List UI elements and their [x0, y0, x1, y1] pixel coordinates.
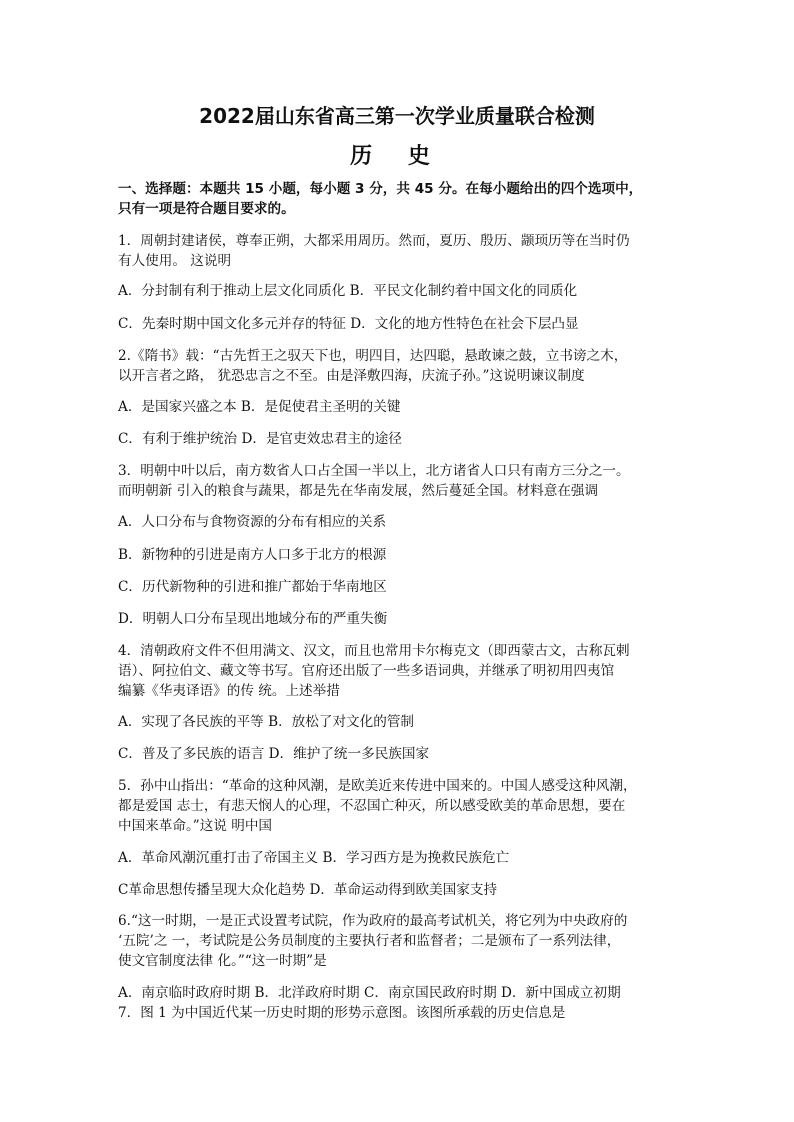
q6-stem-line-3: 使文官制度法律 化。”“这一时期”是 — [118, 953, 327, 969]
q2-stem-line-1: 2.《隋书》载：“古先哲王之驭天下也，明四目，达四聪，悬敢谏之鼓，立书谤之木， — [118, 348, 628, 364]
q6-stem-line-2: ‘五院’之 一，考试院是公务员制度的主要执行者和监督者；二是颁布了一系列法律， — [118, 933, 621, 949]
q1-stem-line-2: 有人使用。 这说明 — [118, 253, 232, 269]
q3-option-b: B．新物种的引进是南方人口多于北方的根源 — [118, 547, 387, 563]
q5-stem-line-2: 都是爱国 志士，有悲天悯人的心理，不忍国亡种灭，所以感受欧美的革命思想，要在 — [118, 798, 626, 814]
q4-options-cd: C．普及了多民族的语言 D．维护了统一多民族国家 — [118, 746, 430, 762]
section-instructions-line-1: 一、选择题：本题共 15 小题，每小题 3 分，共 45 分。在每小题给出的四个选项中， — [118, 181, 643, 197]
subject-title: 历 史 — [350, 144, 444, 169]
q2-options-ab: A．是国家兴盛之本 B．是促使君主圣明的关键 — [118, 399, 401, 415]
q4-stem-line-1: 4．清朝政府文件不但用满文、汉文，而且也常用卡尔梅克文（即西蒙古文，古称瓦剌 — [118, 643, 630, 659]
section-instructions-line-2: 只有一项是符合题目要求的。 — [118, 201, 295, 217]
q7-stem-line-1: 7．图 1 为中国近代某一历史时期的形势示意图。该图所承载的历史信息是 — [118, 1005, 566, 1021]
q6-stem-line-1: 6.“这一时期，一是正式设置考试院，作为政府的最高考试机关，将它列为中央政府的 — [118, 913, 628, 929]
q5-stem-line-3: 中国来革命。”这说 明中国 — [118, 818, 273, 834]
q5-options-cd: C革命思想传播呈现大众化趋势 D．革命运动得到欧美国家支持 — [118, 882, 498, 898]
q1-options-ab: A．分封制有利于推动上层文化同质化 B．平民文化制约着中国文化的同质化 — [118, 283, 578, 299]
q4-options-ab: A．实现了各民族的平等 B．放松了对文化的管制 — [118, 714, 415, 730]
q3-option-c: C．历代新物种的引进和推广都始于华南地区 — [118, 579, 387, 595]
q2-options-cd: C．有利于维护统治 D．是官吏效忠君主的途径 — [118, 431, 402, 447]
q2-stem-line-2: 以开言者之路， 犹恐忠言之不至。由是泽敷四海，庆流子孙。”这说明谏议制度 — [118, 368, 585, 384]
q6-options: A．南京临时政府时期 B．北洋政府时期 C．南京国民政府时期 D．新中国成立初期 — [118, 985, 621, 1001]
q3-option-d: D．明朝人口分布呈现出地域分布的严重失衡 — [118, 611, 388, 627]
exam-title: 2022届山东省高三第一次学业质量联合检测 — [199, 104, 595, 128]
q3-stem-line-2: 而明朝新 引入的粮食与蔬果，都是先在华南发展，然后蔓延全国。材料意在强调 — [118, 483, 599, 499]
q3-stem-line-1: 3．明朝中叶以后，南方数省人口占全国一半以上，北方诸省人口只有南方三分之一。 — [118, 463, 630, 479]
q1-options-cd: C．先秦时期中国文化多元并存的特征 D．文化的地方性特色在社会下层凸显 — [118, 316, 579, 332]
q1-stem-line-1: 1．周朝封建诸侯，尊奉正朔，大都采用周历。然而，夏历、殷历、颛顼历等在当时仍 — [118, 233, 630, 249]
q5-options-ab: A．革命风潮沉重打击了帝国主义 B．学习西方是为挽救民族危亡 — [118, 850, 510, 866]
q4-stem-line-2: 语）、阿拉伯文、藏文等书写。官府还出版了一些多语词典，并继承了明初用四夷馆 — [118, 663, 615, 679]
q3-option-a: A．人口分布与食物资源的分布有相应的关系 — [118, 514, 387, 530]
q4-stem-line-3: 编纂《华夷译语》的传 统。上述举措 — [118, 683, 340, 699]
q5-stem-line-1: 5．孙中山指出：“革命的这种风潮，是欧美近来传进中国来的。中国人感受这种风潮， — [118, 778, 637, 794]
